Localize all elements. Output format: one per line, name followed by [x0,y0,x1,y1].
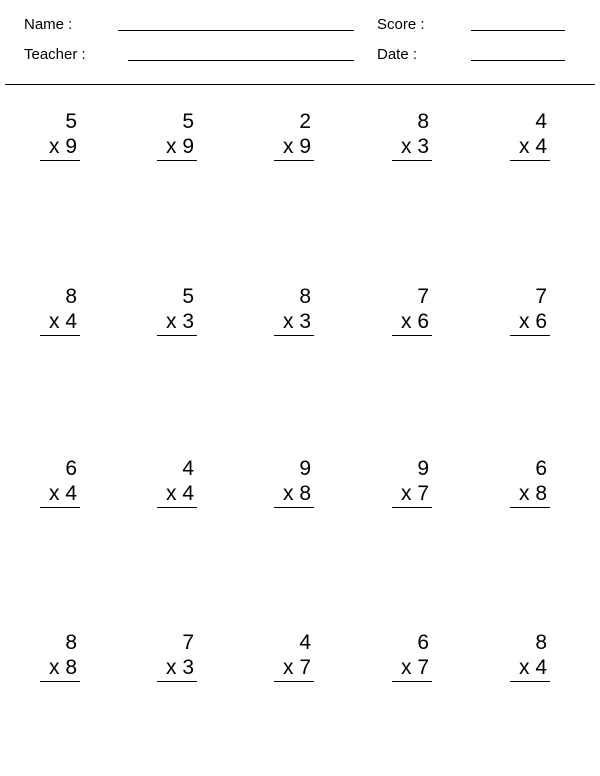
multiplier-line [392,655,432,682]
multiplier-line [40,134,80,161]
multiplicand: 2 [299,110,311,133]
multiply-sign: x [282,656,294,679]
multiplier-line [40,309,80,336]
multiplier-line [510,655,550,682]
multiplicand: 5 [182,110,194,133]
multiplier-line [392,481,432,508]
problem-r1-c4 [392,109,432,161]
multiplier: 9 [65,135,77,158]
multiply-sign: x [282,135,294,158]
multiply-sign: x [518,482,530,505]
multiplicand: 8 [299,285,311,308]
problem-r2-c3 [274,284,314,336]
multiplicand: 4 [182,457,194,480]
problem-r2-c5 [510,284,550,336]
score-label: Score : [377,16,425,33]
problem-r4-c2 [157,630,197,682]
multiplier-line [40,655,80,682]
multiplier: 7 [299,656,311,679]
multiplier-line [157,309,197,336]
multiply-sign: x [518,310,530,333]
problem-r1-c5 [510,109,550,161]
multiplier-line [274,134,314,161]
name-label: Name : [24,16,73,33]
multiplier: 4 [65,310,77,333]
multiply-sign: x [518,656,530,679]
multiplier-line [392,309,432,336]
multiplicand: 6 [65,457,77,480]
multiplicand: 7 [417,285,429,308]
multiply-sign: x [48,482,60,505]
multiplicand: 8 [65,285,77,308]
problem-r2-c2 [157,284,197,336]
multiplier: 7 [417,482,429,505]
multiplier: 3 [182,310,194,333]
multiplicand: 8 [65,631,77,654]
multiplier: 4 [535,656,547,679]
multiplier: 4 [535,135,547,158]
multiply-sign: x [165,135,177,158]
problem-r4-c5 [510,630,550,682]
multiplier: 6 [417,310,429,333]
multiplier-line [510,134,550,161]
multiply-sign: x [48,135,60,158]
multiplier: 8 [65,656,77,679]
teacher-label: Teacher : [24,46,86,63]
multiplier: 7 [417,656,429,679]
multiply-sign: x [282,310,294,333]
problem-r1-c2 [157,109,197,161]
problem-r4-c1 [40,630,80,682]
multiplier: 8 [299,482,311,505]
multiplier: 9 [299,135,311,158]
multiplicand: 4 [535,110,547,133]
multiply-sign: x [165,482,177,505]
multiply-sign: x [400,310,412,333]
problem-r2-c4 [392,284,432,336]
multiply-sign: x [400,482,412,505]
multiplicand: 7 [535,285,547,308]
multiply-sign: x [400,656,412,679]
multiplier: 8 [535,482,547,505]
multiplicand: 6 [417,631,429,654]
problem-r3-c1 [40,456,80,508]
multiplier-line [40,481,80,508]
multiply-sign: x [282,482,294,505]
multiplier: 3 [417,135,429,158]
multiplier: 4 [65,482,77,505]
multiplier-line [392,134,432,161]
problem-r3-c3 [274,456,314,508]
multiplicand: 8 [417,110,429,133]
multiplier: 3 [299,310,311,333]
multiplicand: 4 [299,631,311,654]
multiplicand: 6 [535,457,547,480]
multiplier-line [157,134,197,161]
multiplier-line [510,309,550,336]
multiply-sign: x [165,656,177,679]
multiply-sign: x [400,135,412,158]
problem-r3-c5 [510,456,550,508]
multiply-sign: x [48,310,60,333]
multiplicand: 9 [299,457,311,480]
multiplier: 3 [182,656,194,679]
multiplier-line [157,655,197,682]
multiply-sign: x [518,135,530,158]
multiplier-line [510,481,550,508]
multiplicand: 5 [65,110,77,133]
multiplier: 6 [535,310,547,333]
multiplier-line [274,655,314,682]
multiplicand: 5 [182,285,194,308]
problem-r3-c2 [157,456,197,508]
date-label: Date : [377,46,418,63]
multiplicand: 8 [535,631,547,654]
multiply-sign: x [48,656,60,679]
multiplicand: 7 [182,631,194,654]
problem-r1-c3 [274,109,314,161]
multiplier: 4 [182,482,194,505]
problem-r3-c4 [392,456,432,508]
multiplier-line [157,481,197,508]
problem-r4-c4 [392,630,432,682]
problem-r1-c1 [40,109,80,161]
multiplier: 9 [182,135,194,158]
multiply-sign: x [165,310,177,333]
multiplier-line [274,481,314,508]
multiplier-line [274,309,314,336]
multiplicand: 9 [417,457,429,480]
problem-r2-c1 [40,284,80,336]
problem-r4-c3 [274,630,314,682]
